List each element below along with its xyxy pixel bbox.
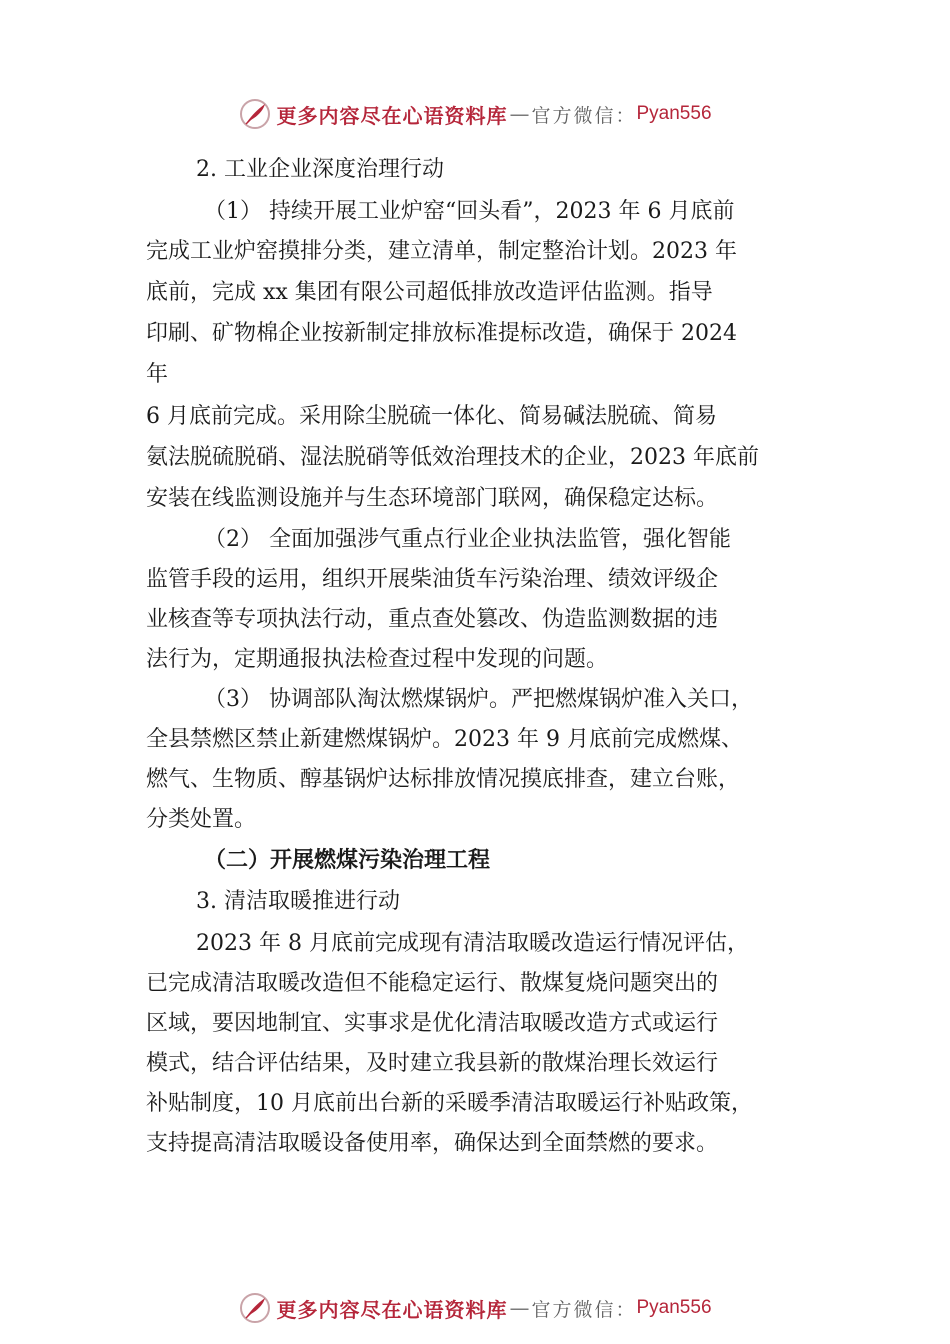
paragraph-line: 区域，要因地制宜、实事求是优化清洁取暖改造方式或运行 — [146, 1011, 719, 1036]
paragraph-line: 底前，完成 xx 集团有限公司超低排放改造评估监测。指导 — [146, 280, 713, 305]
paragraph-line: 业核查等专项执法行动，重点查处篡改、伪造监测数据的违 — [146, 607, 719, 632]
banner-dash: — — [509, 102, 530, 126]
official-wechat-label: 官方微信： — [531, 104, 637, 127]
paragraph-line: 6 月底前完成。采用除尘脱硫一体化、简易碱法脱硫、简易 — [146, 404, 717, 429]
official-wechat-label: 官方微信： — [531, 1298, 637, 1321]
paragraph-line: 安装在线监测设施并与生态环境部门联网，确保稳定达标。 — [146, 486, 719, 511]
wechat-id: Pyan556 — [636, 103, 712, 124]
section-heading-2: 2. 工业企业深度治理行动 — [196, 157, 444, 182]
paragraph-line: 支持提高清洁取暖设备使用率，确保达到全面禁燃的要求。 — [146, 1131, 719, 1156]
brand-text: 更多内容尽在心语资料库 — [276, 103, 508, 128]
paragraph-line: 印刷、矿物棉企业按新制定排放标准提标改造，确保于 2024 — [146, 321, 737, 346]
section-heading-er: （二）开展燃煤污染治理工程 — [204, 847, 491, 873]
paragraph-line: 分类处置。 — [146, 807, 257, 832]
paragraph-line: 全县禁燃区禁止新建燃煤锅炉。2023 年 9 月底前完成燃煤、 — [146, 727, 743, 752]
paragraph-line: 监管手段的运用，组织开展柴油货车污染治理、绩效评级企 — [146, 567, 719, 592]
paragraph-line: 氨法脱硫脱硝、湿法脱硝等低效治理技术的企业，2023 年底前 — [146, 445, 759, 470]
wechat-id: Pyan556 — [636, 1297, 712, 1318]
paragraph-line: 完成工业炉窑摸排分类，建立清单，制定整治计划。2023 年 — [146, 239, 737, 264]
paragraph-line: 年 — [146, 362, 169, 387]
header-banner — [0, 94, 950, 134]
paragraph-line: 燃气、生物质、醇基锅炉达标排放情况摸底排查，建立台账， — [146, 767, 741, 792]
feather-logo-icon — [238, 1291, 272, 1325]
section-heading-3: 3. 清洁取暖推进行动 — [196, 889, 400, 914]
feather-logo-icon — [238, 97, 272, 131]
paragraph-line: 法行为，定期通报执法检查过程中发现的问题。 — [146, 647, 609, 672]
brand-text: 更多内容尽在心语资料库 — [276, 1297, 508, 1322]
footer-banner — [0, 1288, 950, 1328]
paragraph-line: 已完成清洁取暖改造但不能稳定运行、散煤复烧问题突出的 — [146, 971, 719, 996]
banner-dash: — — [509, 1296, 530, 1320]
paragraph-line: （1） 持续开展工业炉窑“回头看”，2023 年 6 月底前 — [204, 199, 735, 224]
paragraph-line: （2） 全面加强涉气重点行业企业执法监管，强化智能 — [204, 527, 731, 552]
paragraph-line: 模式，结合评估结果，及时建立我县新的散煤治理长效运行 — [146, 1051, 719, 1076]
paragraph-line: （3） 协调部队淘汰燃煤锅炉。严把燃煤锅炉准入关口， — [204, 687, 753, 712]
paragraph-line: 补贴制度，10 月底前出台新的采暖季清洁取暖运行补贴政策， — [146, 1091, 753, 1116]
paragraph-line: 2023 年 8 月底前完成现有清洁取暖改造运行情况评估， — [196, 931, 749, 956]
